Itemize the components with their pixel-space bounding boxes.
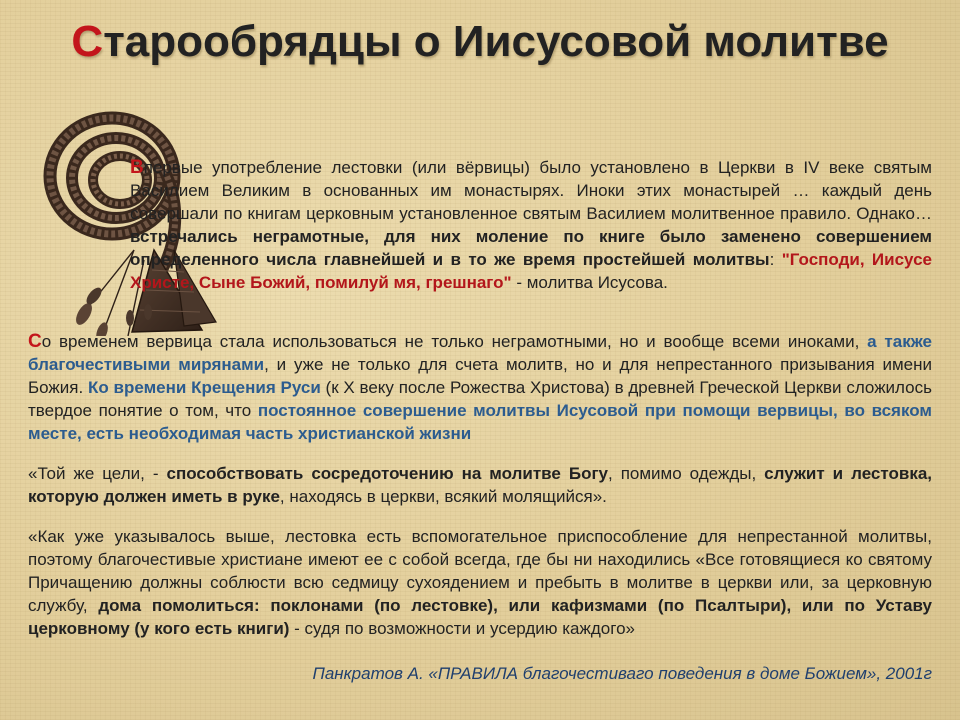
paragraph-text: о временем вервица стала использоваться не только неграмотными, но и вообще всеми иноками, — [41, 332, 868, 351]
paragraph-highlight: а также благочестивыми мирянами — [28, 332, 932, 374]
paragraph-purpose — [28, 462, 932, 508]
paragraph-text: , помимо одежды, — [608, 464, 765, 483]
paragraph-text: - судя по возможности и усердию каждого» — [289, 619, 635, 638]
paragraph-text: (к X веку после Рожества Христова) в древней Греческой Церкви сложилось твердое понятие о том, что — [28, 378, 932, 420]
paragraph-history — [130, 156, 932, 294]
paragraph-drop-cap: С — [28, 331, 42, 352]
paragraph-bold-text: служит и лестовка, которую должен иметь в руке — [28, 464, 932, 506]
paragraph-text: «Той же цели, - — [28, 464, 167, 483]
jesus-prayer-quote: "Господи, Иисусе Христе, Сыне Божий, помилуй мя, грешнаго" — [130, 250, 932, 292]
paragraph-highlight: Ко времени Крещения Руси — [87, 378, 321, 397]
paragraph-drop-cap: В — [130, 157, 144, 178]
paragraph-text: , находясь в церкви, всякий молящийся». — [279, 487, 607, 506]
title-first-letter: С — [71, 17, 104, 66]
paragraph-text: «Как уже указывалось выше, лестовка есть вспомогательное приспособление для непрестанной молитвы, поэтому благочестивые христиане имеют ее с собой всегда, где бы ни находились «Все готовящиеся ко святому Причащению должны соблюсти всю седмицу сухоядением и пребыть в молитве в церкви или, за церковную службу, — [28, 527, 932, 615]
paragraph-text: , и уже не только для счета молитв, но и для непрестанного призывания имени Божия. — [28, 355, 932, 397]
paragraph-bold-text: дома помолиться: поклонами (по лестовке), или кафизмами (по Псалтыри), или по Уставу церковному (у кого есть книги) — [28, 596, 932, 638]
paragraph-usage — [28, 330, 932, 445]
paragraph-text: : — [769, 250, 782, 269]
citation: Панкратов А. «ПРАВИЛА благочестиваго поведения в доме Божием», 2001г — [312, 664, 932, 683]
paragraph-quote — [28, 525, 932, 640]
paragraph-highlight: постоянное совершение молитвы Исусовой при помощи вервицы, во всяком месте, есть необходимая часть христианской жизни — [28, 401, 933, 443]
paragraph-bold-text: способствовать сосредоточению на молитве Богу — [166, 464, 608, 483]
paragraph-bold-text: встречались неграмотные, для них моление по книге было заменено совершением определенного числа главнейшей и в то же время простейшей молитвы — [130, 227, 932, 269]
slide-title — [60, 12, 900, 72]
title-text: тарообрядцы о Иисусовой молитве — [103, 17, 889, 66]
paragraph-text: первые употребление лестовки (или вёрвицы) было установлено в Церкви в IV веке святым Василием Великим в основанных им монастырях. Иноки этих монастырей … каждый день совершали по книгам церковным установленное святым Василием молитвенное правило. Однако… — [130, 158, 932, 223]
paragraph-text: - молитва Исусова. — [511, 273, 668, 292]
